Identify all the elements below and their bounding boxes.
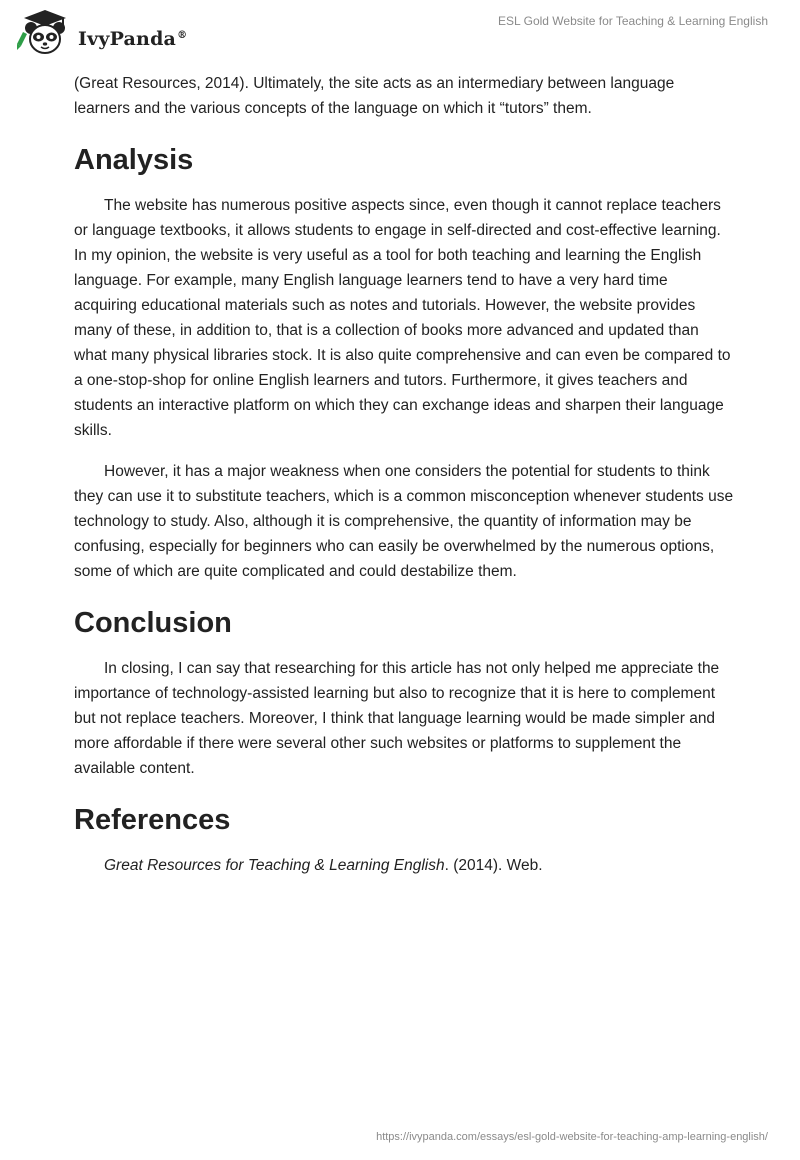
reference-details: . (2014). Web. (444, 857, 543, 874)
ivypanda-logo[interactable] (14, 8, 204, 56)
reference-entry (74, 853, 734, 878)
panda-graduate-icon (14, 8, 76, 56)
page-header (0, 0, 800, 64)
analysis-paragraph-1: The website has numerous positive aspects since, even though it cannot replace teachers or language textbooks, it allows students to engage in self-directed and cost-effective learning. In my opinion, the website is very useful as a tool for both teaching and learning the English language. For example, many English language learners tend to have a very hard time acquiring educational materials such as notes and tutorials. However, the website provides many of these, in addition to, that is a collection of books more advanced and updated than what many physical libraries stock. It is also quite comprehensive and can even be compared to a one-stop-shop for online English learners and tutors. Furthermore, it gives teachers and students an interactive platform on which they can exchange ideas and sharpen their language skills. (74, 197, 731, 439)
brand-name: IvyPanda® (78, 28, 188, 50)
essay-content (74, 71, 734, 878)
source-url[interactable]: https://ivypanda.com/essays/esl-gold-website-for-teaching-amp-learning-english/ (376, 1131, 768, 1143)
conclusion-heading: Conclusion (74, 607, 232, 639)
references-heading: References (74, 804, 231, 836)
analysis-paragraph-2: However, it has a major weakness when one considers the potential for students to think they can use it to substitute teachers, which is a common misconception whenever students use technology to study. Also, although it is comprehensive, the quantity of information may be confusing, especially for beginners who can easily be overwhelmed by the numerous options, some of which are quite complicated and could destabilize them. (74, 463, 734, 580)
document-title: ESL Gold Website for Teaching & Learning English (498, 14, 768, 28)
conclusion-paragraph: In closing, I can say that researching for this article has not only helped me appreciate the importance of technology-assisted learning but also to recognize that it is here to complement but not replace teachers. Moreover, I think that language learning would be made simpler and more affordable if there were several other such websites or platforms to supplement the available content. (74, 660, 720, 777)
reference-title: Great Resources for Teaching & Learning English (104, 857, 445, 874)
intro-continuation: (Great Resources, 2014). Ultimately, the site acts as an intermediary between language learners and the various concepts of the language on which it “tutors” them. (74, 75, 675, 117)
analysis-heading: Analysis (74, 144, 194, 176)
